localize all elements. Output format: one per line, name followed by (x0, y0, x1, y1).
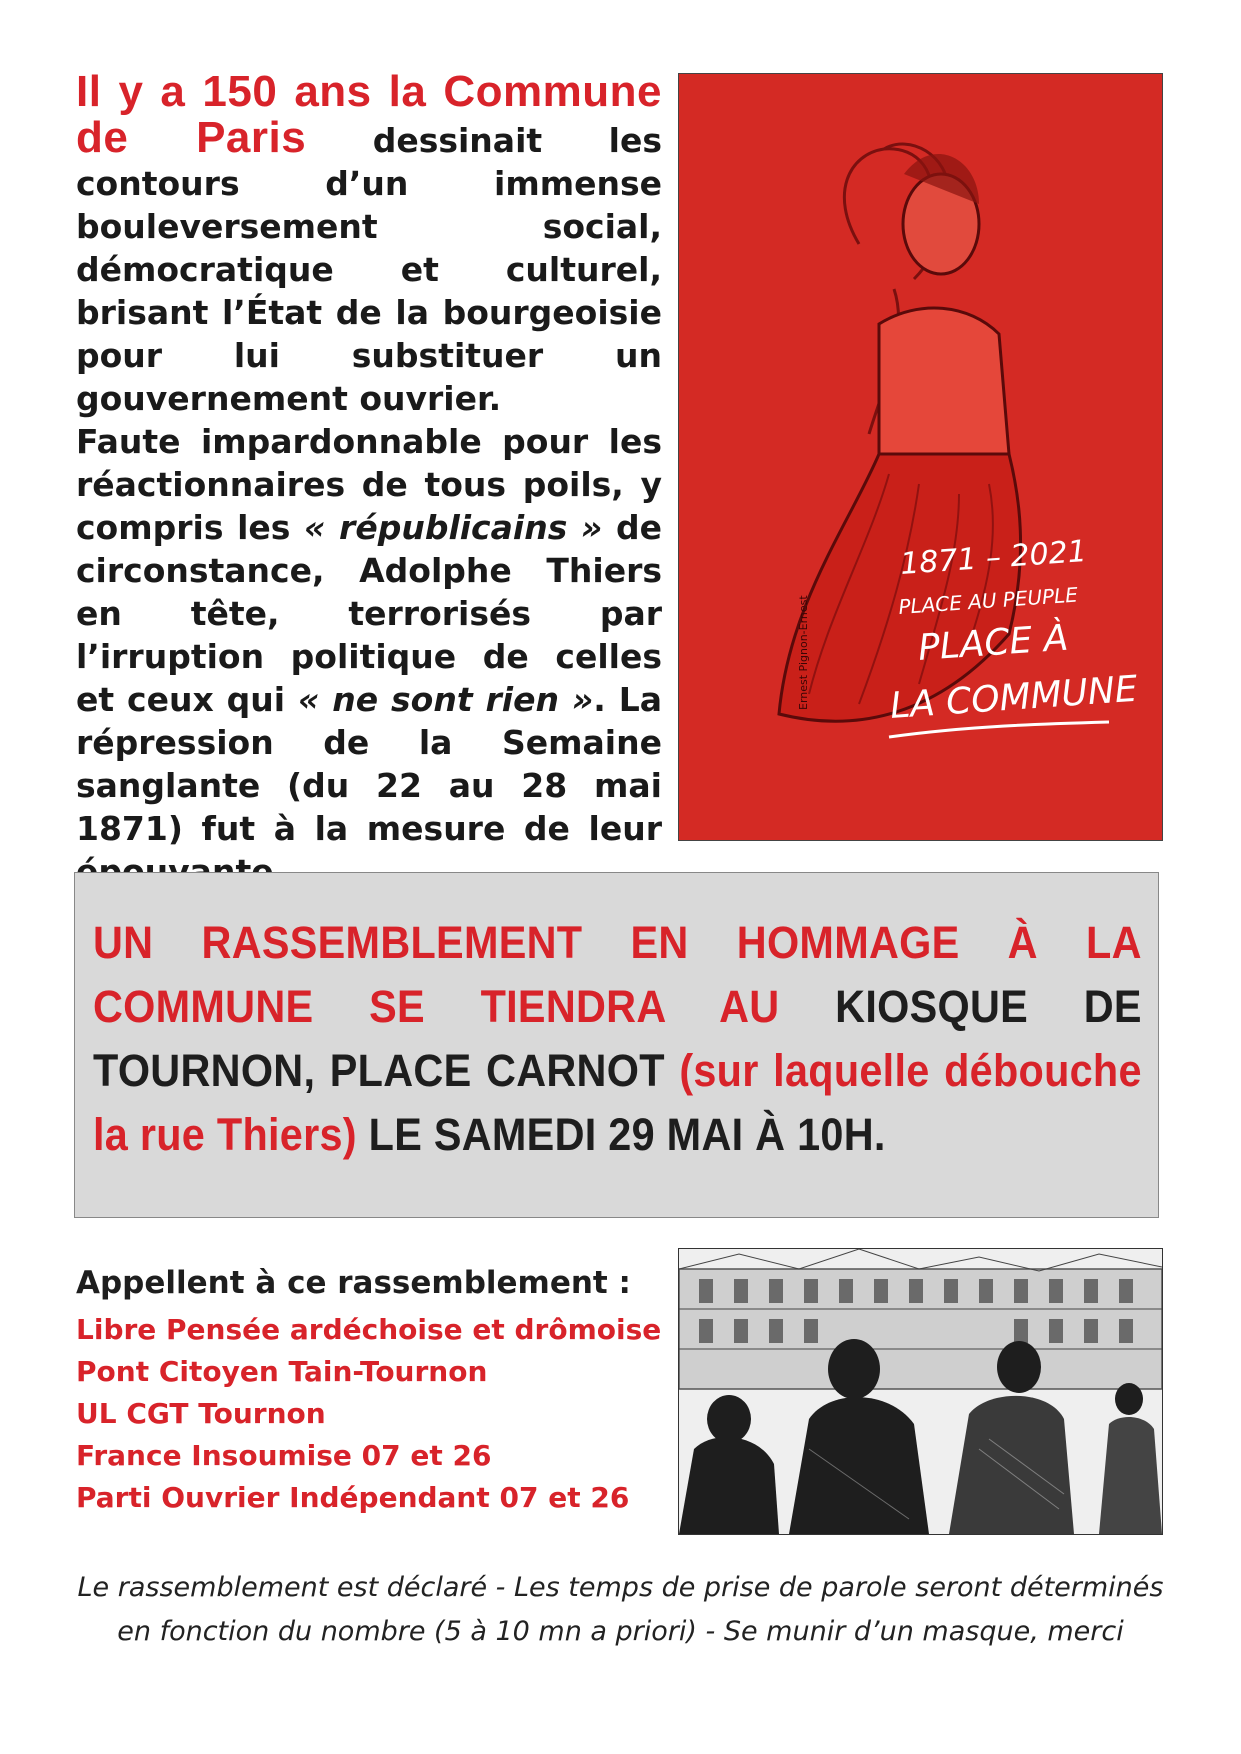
intro-body-2c: de circonstance, Adolphe Thiers en tête, terrorisés par l’irruption politique de celles et ceux qui (76, 508, 662, 719)
historical-engraving-image (678, 1248, 1163, 1535)
organizer-item: UL CGT Tournon (76, 1397, 326, 1430)
organizers-heading: Appellent à ce rassemblement : (76, 1265, 631, 1301)
footer-note (60, 1566, 1181, 1654)
footer-line-1: Le rassemblement est déclaré - Les temps de prise de parole seront déterminés (77, 1572, 1164, 1603)
poster-illustration (679, 74, 1162, 840)
organizer-item: France Insoumise 07 et 26 (76, 1439, 492, 1472)
organizer-item: Libre Pensée ardéchoise et drômoise (76, 1313, 662, 1346)
commune-poster-image (678, 73, 1163, 841)
poster-line4: LA COMMUNE (888, 668, 1139, 727)
organizer-item: Pont Citoyen Tain-Tournon (76, 1355, 488, 1388)
announcement-date: LE SAMEDI 29 MAI À 10H. (368, 1109, 886, 1160)
intro-quote-ne-sont-rien: « ne sont rien » (297, 680, 594, 719)
engraving-illustration (679, 1249, 1162, 1534)
poster-years: 1871 – 2021 (899, 534, 1088, 582)
poster-line3: PLACE À (916, 617, 1070, 669)
announcement-part1: UN RASSEMBLEMENT EN HOMMAGE À LA COMMUNE SE TIENDRA AU (93, 917, 1142, 1032)
intro-body-2a: Faute impardonnable pour les réactionnaires de tous poils, y compris les (76, 422, 662, 547)
intro-quote-republicains: « républicains » (304, 508, 603, 547)
footer-line-2: en fonction du nombre (5 à 10 mn a priori) - Se munir d’un masque, merci (117, 1616, 1124, 1647)
organizer-item: Parti Ouvrier Indépendant 07 et 26 (76, 1481, 630, 1514)
poster-signature: Ernest Pignon-Ernest (797, 595, 810, 710)
poster-line2: PLACE AU PEUPLE (897, 582, 1079, 619)
announcement-location: KIOSQUE DE TOURNON, PLACE CARNOT (93, 981, 1142, 1096)
intro-paragraph (76, 67, 662, 893)
event-announcement (74, 872, 1159, 1218)
organizers-list (76, 1263, 676, 1519)
intro-body-1: dessinait les contours d’un immense bouleversement social, démocratique et culturel, brisant l’État de la bourgeoisie pour lui substituer un gouvernement ouvrier. (76, 121, 662, 418)
intro-heading: Il y a 150 ans la Commune de Paris (76, 67, 662, 162)
announcement-note: (sur laquelle débouche la rue Thiers) (93, 1045, 1142, 1160)
intro-body-2e: . La répression de la Semaine sanglante (du 22 au 28 mai 1871) fut à la mesure de leur (76, 680, 662, 848)
